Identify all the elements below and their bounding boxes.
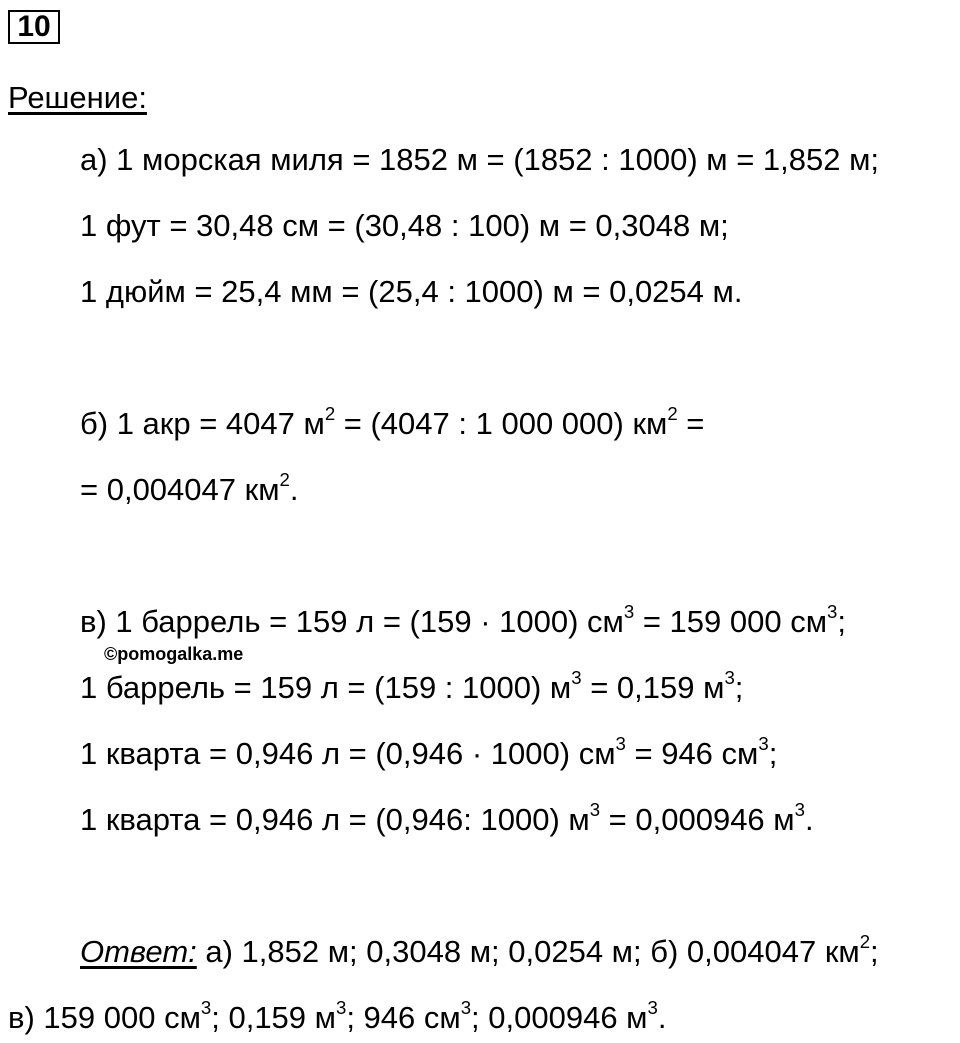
part-a-line-1: а) 1 морская миля = 1852 м = (1852 : 1000) м = 1,852 м;	[80, 142, 880, 177]
watermark: ©pomogalka.me	[104, 644, 244, 664]
part-v-line-3: 1 кварта = 0,946 л = (0,946 · 1000) $см^3 = 946$ $см^3$;	[80, 733, 778, 771]
part-b-line-2: = 0,004047 $км^2$.	[80, 469, 299, 507]
answer-label: Ответ:	[80, 934, 197, 969]
part-a-line-3: 1 дюйм = 25,4 мм = (25,4 : 1000) м = 0,0254 м.	[80, 274, 743, 309]
part-v-line-1: в) 1 баррель = 159 л = (159 · 1000) $см^3 = 159$ 000 $см^3$;	[80, 601, 846, 639]
part-v-line-2: 1 баррель = 159 л = (159 : 1000) $м^3 = 0,159$ $м^3$;	[80, 667, 744, 705]
problem-number: 10	[8, 10, 60, 44]
answer-line-1: Ответ: а) 1,852 м; 0,3048 м; 0,0254 м; б) 0,004047 $км^2$;	[80, 931, 879, 969]
answer-line-2: в) 159 000 $см^3$; 0,159 $м^3$; 946 $см^3$; 0,000946 $м^3$.	[8, 997, 667, 1035]
part-a-line-2: 1 фут = 30,48 см = (30,48 : 100) м = 0,3048 м;	[80, 208, 729, 243]
part-b-line-1: б) 1 акр = 4047 $м^2 = (4047$ : 1 000 000) $км^2$ =	[80, 403, 705, 441]
solution-heading: Решение:	[8, 80, 147, 115]
part-v-line-4: 1 кварта = 0,946 л = (0,946: 1000) $м^3 = 0,000946$ $м^3$.	[80, 799, 814, 837]
